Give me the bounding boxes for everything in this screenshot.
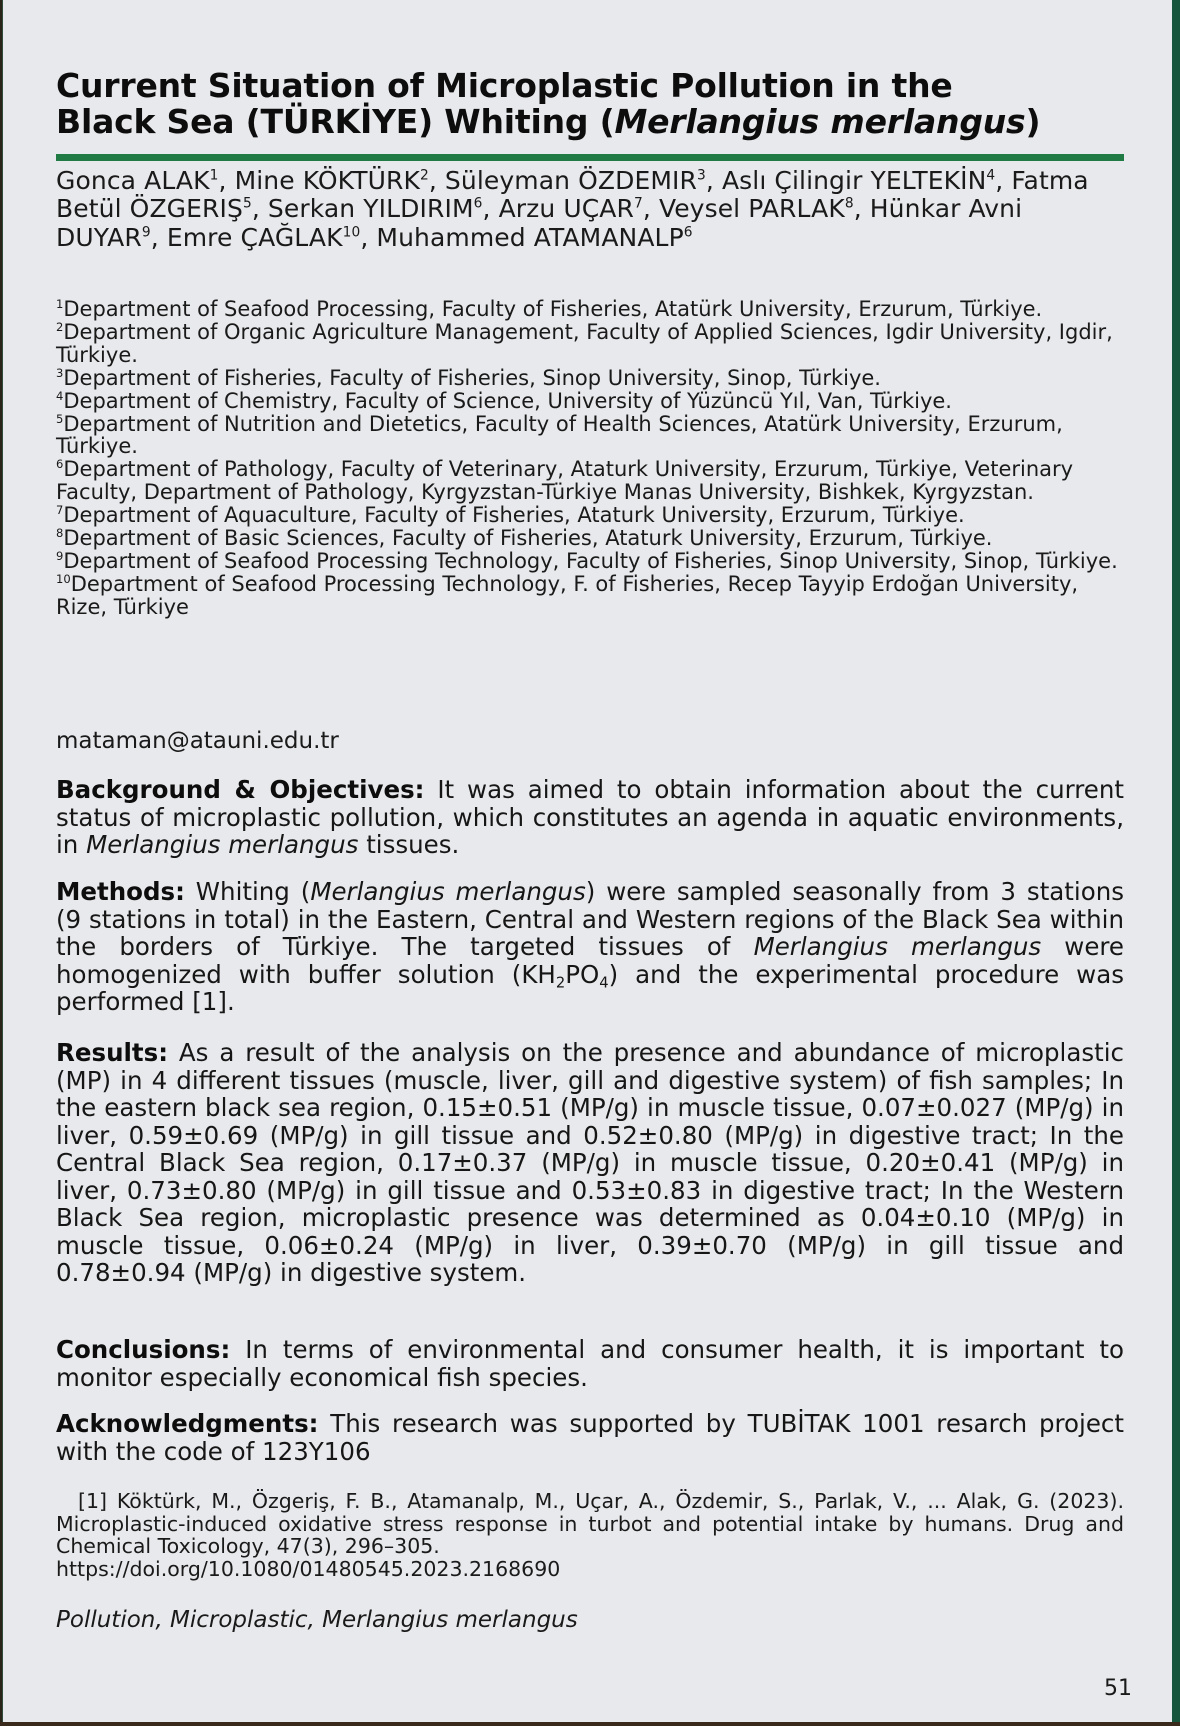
- affiliation-marker: 6: [56, 457, 64, 472]
- methods-text-2: ) were sampled seasonally from 3 stations (9 stations in total) in the Eastern, Central and Western regions of the Black Sea within the borders of Türkiye. The targeted tissues of: [56, 877, 1125, 961]
- affiliation-list: [56, 298, 1124, 619]
- affiliation-item: [56, 390, 1124, 413]
- author-name: Fatma Betül ÖZGERIŞ: [56, 166, 1089, 224]
- author-affiliation-marker: 7: [633, 195, 643, 212]
- formula-subscript: 2: [555, 973, 566, 991]
- reference-text: [1] Köktürk, M., Özgeriş, F. B., Atamanalp, M., Uçar, A., Özdemir, S., Parlak, V., ... Alak, G. (2023). Microplastic-induced oxidative stress response in turbot and potential intake by humans. Drug and Chemical Toxicology, 47(3), 296–305.: [56, 1489, 1124, 1558]
- affiliation-text: Department of Seafood Processing Technology, Faculty of Fisheries, Sinop University, Sinop, Türkiye.: [63, 548, 1118, 573]
- affiliation-item: [56, 367, 1124, 390]
- author-name: Gonca ALAK: [56, 166, 210, 195]
- affiliation-text: Department of Aquaculture, Faculty of Fisheries, Ataturk University, Erzurum, Türkiye.: [63, 503, 965, 528]
- title-divider: [56, 154, 1124, 161]
- author-affiliation-marker: 1: [209, 167, 219, 184]
- author-name: Süleyman ÖZDEMIR: [444, 166, 697, 195]
- affiliation-marker: 9: [56, 548, 64, 563]
- affiliation-text: Department of Nutrition and Dietetics, Faculty of Health Sciences, Atatürk University, Erzurum, Türkiye.: [56, 411, 1063, 459]
- affiliation-marker: 5: [56, 411, 64, 426]
- background-text: It was aimed to obtain information about the current status of microplastic pollution, which constitutes an agenda in aquatic environments, in: [56, 775, 1124, 859]
- methods-text-3: were homogenized with buffer solution (KH: [56, 932, 1125, 989]
- title-line-1: Current Situation of Microplastic Pollution in the: [56, 66, 953, 105]
- results-text: As a result of the analysis on the presence and abundance of microplastic (MP) in 4 different tissues (muscle, liver, gill and digestive system) of fish samples; In the eastern black sea region, 0.15±0.51 (MP/g) in muscle tissue, 0.07±0.027 (MP/g) in liver, 0.59±0.69 (MP/g) in gill tissue and 0.52±0.80 (MP/g) in digestive tract; In the Central Black Sea region, 0.17±0.37 (MP/g) in muscle tissue, 0.20±0.41 (MP/g) in liver, 0.73±0.80 (MP/g) in gill tissue and 0.53±0.83 in digestive tract; In the Western Black Sea region, microplastic presence was determined as 0.04±0.10 (MP/g) in muscle tissue, 0.06±0.24 (MP/g) in liver, 0.39±0.70 (MP/g) in gill tissue and 0.78±0.94 (MP/g) in digestive system.: [56, 1038, 1124, 1287]
- section-methods: [56, 878, 1124, 1016]
- corresponding-email[interactable]: mataman@atauni.edu.tr: [56, 728, 339, 754]
- author-name: Arzu UÇAR: [498, 194, 634, 224]
- affiliation-text: Department of Chemistry, Faculty of Science, University of Yüzüncü Yıl, Van, Türkiye.: [63, 388, 952, 413]
- page-right-border: [1172, 0, 1180, 1726]
- author-name: Veysel PARLAK: [658, 194, 845, 224]
- acknowledgments-heading: Acknowledgments:: [56, 1409, 319, 1438]
- affiliation-text: Department of Seafood Processing, Faculty of Fisheries, Atatürk University, Erzurum, Türkiye.: [63, 297, 1043, 321]
- affiliation-text: Department of Pathology, Faculty of Veterinary, Ataturk University, Erzurum, Türkiye, Veterinary Faculty, Department of Pathology, Kyrgyzstan-Türkiye Manas University, Bishkek, Kyrgyzstan.: [56, 457, 1074, 505]
- acknowledgments-text: This research was supported by TUBİTAK 1001 resarch project with the code of 123Y106: [56, 1409, 1124, 1466]
- paper-title: [56, 68, 1124, 140]
- affiliation-marker: 3: [56, 365, 64, 380]
- author-affiliation-marker: 6: [473, 195, 483, 212]
- title-line-2-suffix: ): [1025, 102, 1041, 141]
- section-acknowledgments: [56, 1410, 1124, 1465]
- page-bottom-border: [0, 1722, 1180, 1726]
- formula-subscript: 4: [599, 973, 609, 991]
- affiliation-item: [56, 527, 1124, 550]
- background-species: Merlangius merlangus: [86, 830, 359, 859]
- author-name: Muhammed ATAMANALP: [376, 222, 684, 252]
- reference-doi-link[interactable]: https://doi.org/10.1080/01480545.2023.2168690: [56, 1556, 561, 1581]
- author-affiliation-marker: 3: [697, 167, 706, 184]
- author-list: Gonca ALAK$^1$, Mine KÖKTÜRK$^2$, Süleyman ÖZDEMIR$^3$, Aslı Çilingir YELTEKİN$^4$, Fatma Betül ÖZGERIŞ$^5$, Serkan YILDIRIM$^6$, Arzu UÇAR$^7$, Veysel PARLAK$^8$, Hünkar Avni DUYAR$^9$, Emre ÇAĞLAK$^{10}$, Muhammed ATAMANALP$^6$: [56, 166, 1089, 252]
- affiliation-marker: 10: [56, 571, 71, 586]
- author-name: Emre ÇAĞLAK: [166, 222, 343, 252]
- author-name: Hünkar Avni DUYAR: [56, 194, 1023, 252]
- affiliation-text: Department of Basic Sciences, Faculty of Fisheries, Ataturk University, Erzurum, Türkiye.: [63, 526, 993, 551]
- author-name: Serkan YILDIRIM: [267, 194, 474, 224]
- conclusions-heading: Conclusions:: [56, 1335, 231, 1364]
- title-species-name: Merlangius merlangus: [614, 102, 1026, 141]
- affiliation-marker: 2: [56, 319, 64, 334]
- affiliation-marker: 7: [56, 503, 64, 518]
- methods-species-2: Merlangius merlangus: [753, 932, 1042, 961]
- affiliation-text: Department of Organic Agriculture Management, Faculty of Applied Sciences, Igdir University, Igdir, Türkiye.: [56, 319, 1113, 367]
- author-affiliation-marker: 6: [683, 223, 693, 240]
- affiliation-marker: 1: [56, 296, 64, 311]
- page-number: 51: [1104, 1676, 1132, 1701]
- section-conclusions: [56, 1336, 1124, 1391]
- author-affiliation-marker: 2: [419, 167, 429, 184]
- methods-text: Whiting (: [184, 877, 311, 906]
- affiliation-item: [56, 321, 1124, 367]
- affiliation-text: Department of Seafood Processing Technology, F. of Fisheries, Recep Tayyip Erdoğan University, Rize, Türkiye: [56, 571, 1079, 619]
- section-results: [56, 1039, 1124, 1287]
- author-affiliation-marker: 8: [844, 195, 854, 212]
- results-heading: Results:: [56, 1038, 168, 1067]
- background-heading: Background & Objectives:: [56, 775, 425, 804]
- affiliation-marker: 8: [56, 525, 64, 540]
- methods-text-5: ) and the experimental procedure was performed [1].: [56, 959, 1124, 1016]
- author-affiliation-marker: 9: [141, 223, 151, 240]
- affiliation-item: [56, 550, 1124, 573]
- affiliation-item: [56, 458, 1124, 504]
- author-affiliation-marker: 10: [342, 223, 361, 240]
- title-line-2-prefix: Black Sea (TÜRKİYE) Whiting (: [56, 102, 615, 141]
- author-name: Aslı Çilingir YELTEKİN: [721, 166, 987, 195]
- affiliation-item: [56, 298, 1124, 321]
- affiliation-item: [56, 573, 1124, 619]
- affiliation-marker: 4: [56, 388, 64, 403]
- document-page: [2, 0, 1172, 1722]
- affiliation-item: [56, 504, 1124, 527]
- background-text-end: tissues.: [358, 830, 460, 859]
- methods-text-4: PO: [565, 959, 600, 989]
- methods-heading: Methods:: [56, 877, 185, 906]
- affiliation-item: [56, 413, 1124, 459]
- section-background: [56, 776, 1124, 859]
- author-name: Mine KÖKTÜRK: [234, 166, 420, 195]
- reference-entry: [56, 1490, 1124, 1580]
- conclusions-text: In terms of environmental and consumer health, it is important to monitor especially economical fish species.: [56, 1335, 1124, 1392]
- author-affiliation-marker: 4: [986, 167, 996, 184]
- methods-species: Merlangius merlangus: [310, 877, 586, 906]
- author-affiliation-marker: 5: [242, 195, 252, 212]
- keywords: Pollution, Microplastic, Merlangius merlangus: [56, 1607, 578, 1633]
- affiliation-text: Department of Fisheries, Faculty of Fisheries, Sinop University, Sinop, Türkiye.: [63, 365, 881, 390]
